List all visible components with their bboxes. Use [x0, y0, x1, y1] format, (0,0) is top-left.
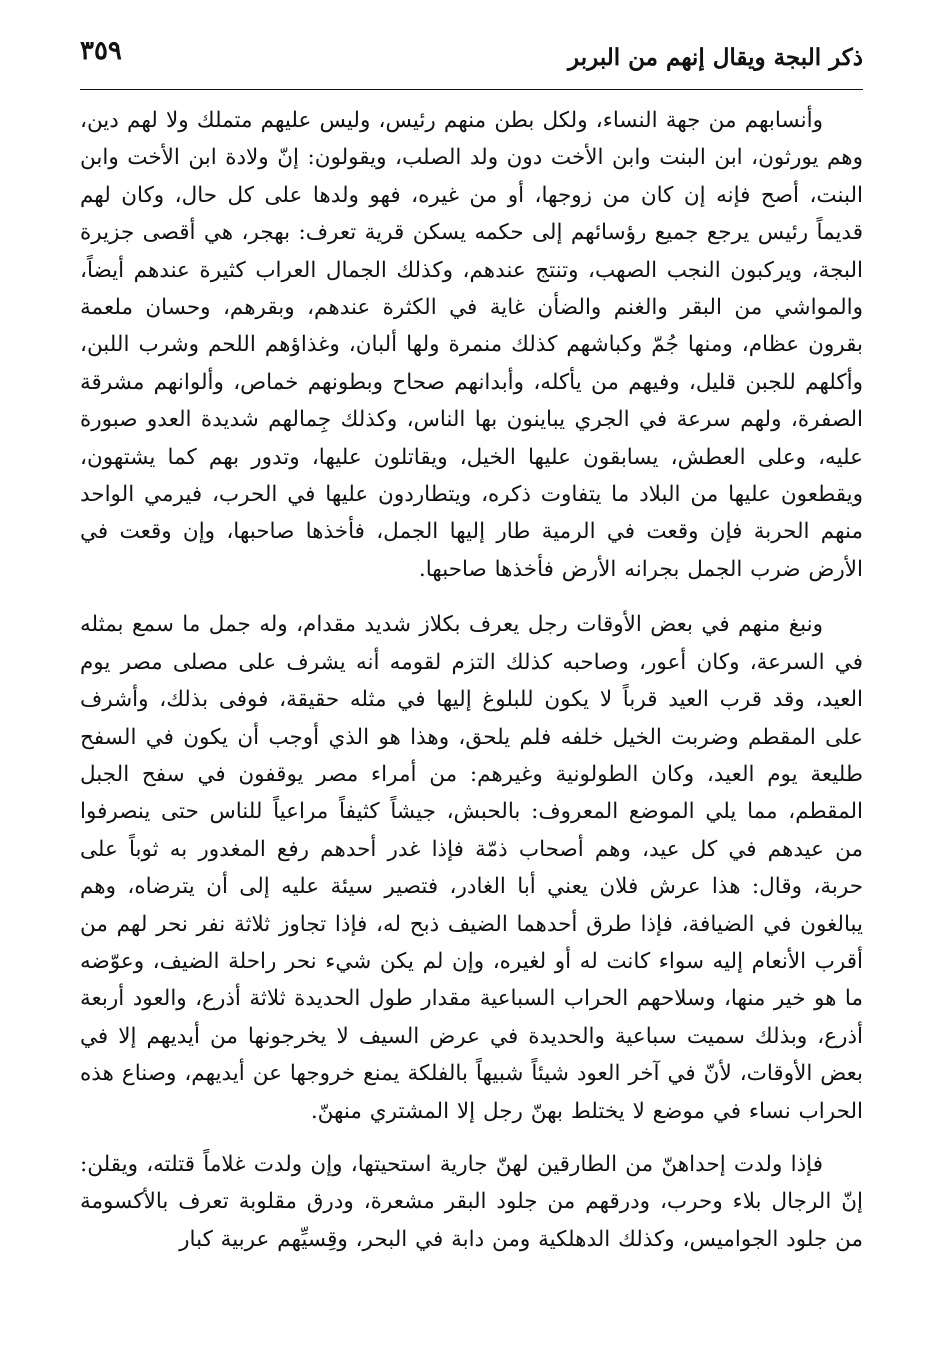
page-number: ٣٥٩	[80, 36, 122, 66]
paragraph: ونبغ منهم في بعض الأوقات رجل يعرف بكلاز شديد مقدام، وله جمل ما سمع بمثله في السرعة، وكان أعور، وصاحبه كذلك التزم لقومه أنه يشرف على مصلى مصر يوم العيد، وقد قرب العيد قرباً لا يكون للبلوغ إليها في مثله حقيقة، فوفى بذلك، وأشرف على المقطم وضربت الخيل خلفه فلم يلحق، وهذا هو الذي أوجب أن يكون في السفح طليعة يوم العيد، وكان الطولونية وغيرهم: من أمراء مصر يوقفون في سفح الجبل المقطم، مما يلي الموضع المعروف: بالحبش، جيشاً كثيفاً مراعياً للناس حتى ينصرفوا من عيدهم في كل عيد، وهم أصحاب ذمّة فإذا غدر أحدهم رفع المغدور به ثوباً على حربة، وقال: هذا عرش فلان يعني أبا الغادر، فتصير سيئة عليه إلى أن يترضاه، وهم يبالغون في الضيافة، فإذا طرق أحدهما الضيف ذبح له، فإذا تجاوز ثلاثة نفر نحر لهم من أقرب الأنعام إليه سواء كانت له أو لغيره، وإن لم يكن شيء نحر راحلة الضيف، وعوّضه ما هو خير منها، وسلاحهم الحراب السباعية مقدار طول الحديدة ثلاثة أذرع، والعود أربعة أذرع، وبذلك سميت سباعية والحديدة في عرض السيف لا يخرجونها من أيديهم إلا في بعض الأوقات، لأنّ في آخر العود شيئاً شبيهاً بالفلكة يمنع خروجها عن أيديهم، وصناع هذه الحراب نساء في موضع لا يختلط بهنّ رجل إلا المشتري منهنّ.	[80, 612, 863, 1124]
main-text	[80, 102, 863, 1258]
paragraph: فإذا ولدت إحداهنّ من الطارقين لهنّ جارية استحيتها، وإن ولدت غلاماً قتلته، ويقلن: إنّ الرجال بلاء وحرب، ودرقهم من جلود البقر مشعرة، ودرق مقلوبة تعرف بالأكسومة من جلود الجواميس، وكذلك الدهلكية ومن دابة في البحر، وقِسيِّهم عربية كبار	[80, 1151, 863, 1252]
running-title: ذكر البجة ويقال إنهم من البربر	[568, 44, 863, 71]
paragraph: وأنسابهم من جهة النساء، ولكل بطن منهم رئيس، وليس عليهم متملك ولا لهم دين، وهم يورثون، ابن البنت وابن الأخت دون ولد الصلب، ويقولون: إنّ ولادة ابن الأخت وابن البنت، أصح فإنه إن كان من زوجها، أو من غيره، فهو ولدها على كل حال، وكان لهم قديماً رئيس يرجع جميع رؤسائهم إلى حكمه يسكن قرية تعرف: بهجر، هي أقصى جزيرة البجة، ويركبون النجب الصهب، وتنتج عندهم، وكذلك الجمال العراب كثيرة عندهم أيضاً، والمواشي من البقر والغنم والضأن غاية في الكثرة عندهم، وبقرهم، وحسان ملعمة بقرون عظام، ومنها جُمّ وكباشهم كذلك منمرة ولها ألبان، وغذاؤهم اللحم وشرب اللبن، وأكلهم للجبن قليل، وفيهم من يأكله، وأبدانهم صحاح وبطونهم خماص، وألوانهم مشرقة الصفرة، ولهم سرعة في الجري يباينون بها الناس، وكذلك جِمالهم شديدة العدو صبورة عليه، وعلى العطش، يسابقون عليها الخيل، ويقاتلون عليها، وتدور بهم كما يشتهون، ويقطعون عليها من البلاد ما يتفاوت ذكره، ويتطاردون عليها في الحرب، فيرمي الواحد منهم الحربة فإن وقعت في الرمية طار إليها الجمل، فأخذها صاحبها، وإن وقعت في الأرض ضرب الجمل بجرانه الأرض فأخذها صاحبها.	[80, 108, 863, 582]
header-divider	[80, 89, 863, 90]
page-header	[80, 30, 863, 86]
